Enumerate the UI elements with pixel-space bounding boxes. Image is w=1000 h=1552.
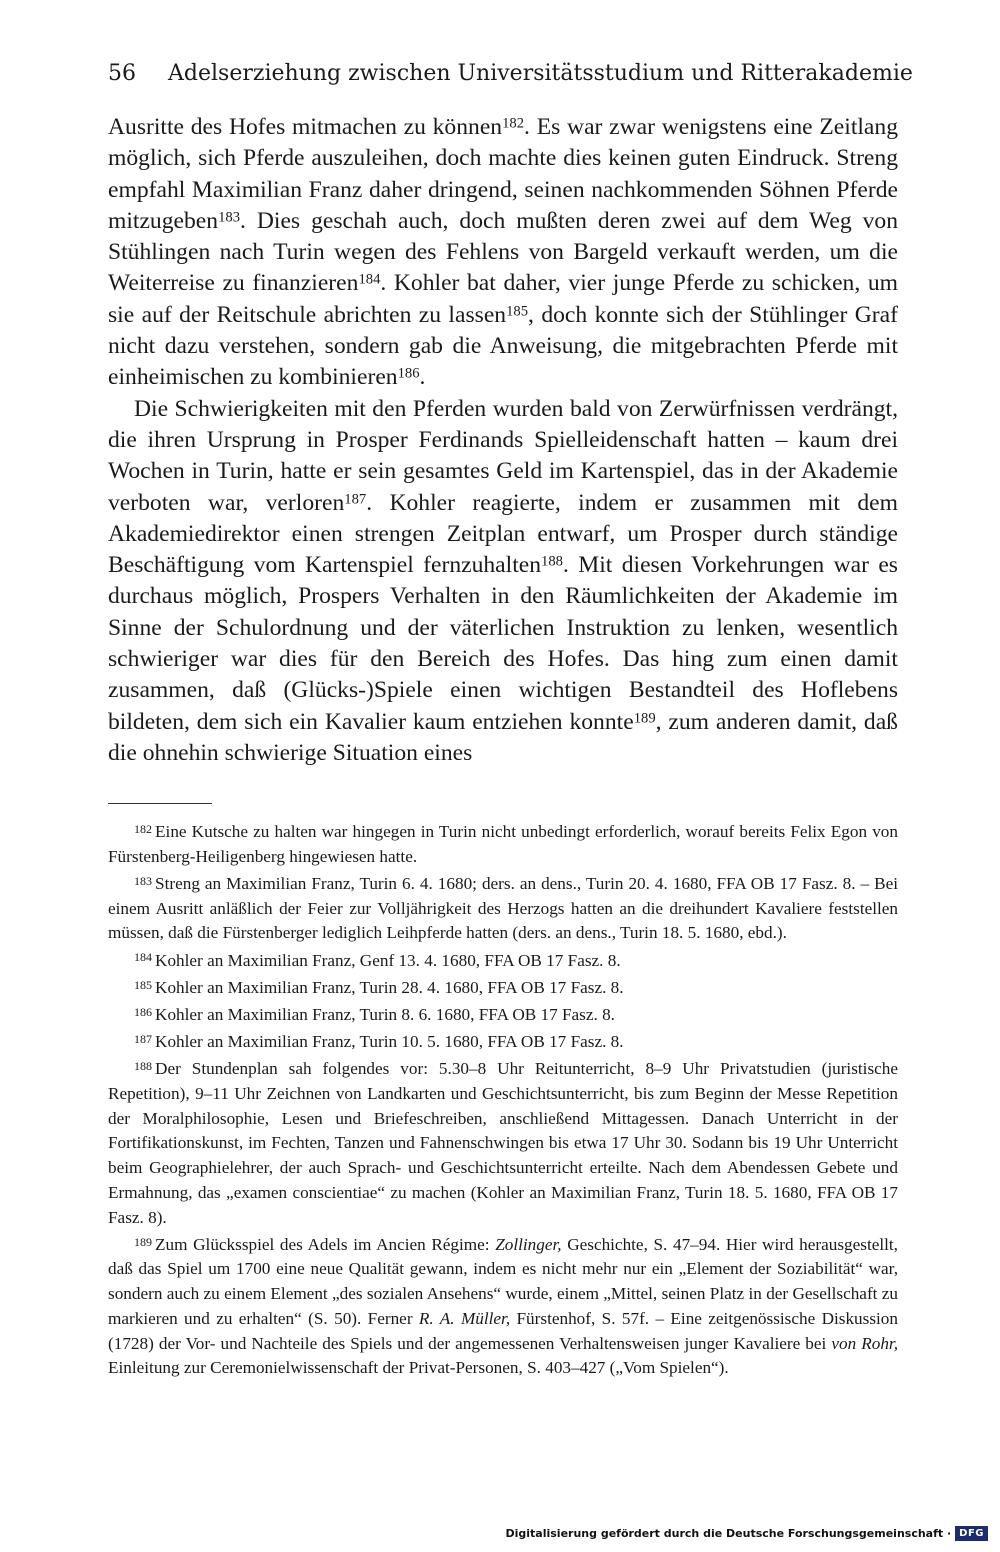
footnote	[108, 1003, 898, 1028]
footnote-number: 185	[134, 977, 153, 992]
footnote-text: Kohler an Maximilian Franz, Turin 8. 6. 1680, FFA OB 17 Fasz. 8.	[155, 1004, 615, 1024]
footnote-number: 186	[134, 1004, 153, 1019]
footnote	[108, 1057, 898, 1230]
text-run: , zum anderen damit, daß die ohnehin schwierige Situation eines	[108, 708, 898, 766]
footnote	[108, 949, 898, 974]
footnote-ref: 185	[506, 303, 529, 320]
footnote-number: 188	[134, 1059, 153, 1074]
footnote	[108, 820, 898, 869]
footnote-text: Streng an Maximilian Franz, Turin 6. 4. 1680; ders. an dens., Turin 20. 4. 1680, FFA OB 17 Fasz. 8. – Bei einem Ausritt anläßlich der Feier zur Volljährigkeit des Herzogs hatten an die dreihundert Kavaliere feststellen müssen, daß die Fürstenberger lediglich Leihpferde hatten (ders. an dens., Turin 18. 5. 1680, ebd.).	[108, 873, 898, 943]
footnote	[108, 1030, 898, 1055]
footnote	[108, 976, 898, 1001]
footnote-ref: 186	[397, 365, 420, 382]
footnote-ref: 182	[502, 115, 525, 132]
text-run: Ausritte des Hofes mitmachen zu können	[108, 114, 503, 140]
footnote-ref: 188	[541, 553, 563, 570]
text-run: .	[419, 364, 426, 391]
author-name: R. A. Müller,	[418, 1308, 511, 1328]
footnote-ref: 183	[218, 209, 241, 226]
text-run: Zum Glücksspiel des Adels im Ancien Régime:	[155, 1234, 496, 1254]
digitization-footer	[505, 1522, 988, 1544]
running-title: Adelserziehung zwischen Universitätsstudium und Ritterakademie	[168, 61, 913, 86]
footnote-number: 182	[134, 821, 153, 836]
footnote-number: 189	[134, 1234, 153, 1249]
footnote-text: Kohler an Maximilian Franz, Genf 13. 4. 1680, FFA OB 17 Fasz. 8.	[155, 950, 621, 970]
footnote-number: 184	[134, 950, 153, 965]
footnote-divider	[108, 803, 212, 804]
text-run: . Dies geschah auch, doch mußten deren zwei auf dem Weg von Stühlingen nach Turin wegen des Fehlens von Bargeld verkauft werden, um die Weiterreise zu finanzieren	[108, 207, 898, 297]
text-run: . Es war zwar wenigstens eine Zeitlang möglich, sich Pferde auszuleihen, doch machte dies keinen guten Eindruck. Streng empfahl Maximilian Franz daher dringend, seinen nachkommenden Söhnen Pferde mitzugeben	[108, 114, 898, 234]
footnote-text: Kohler an Maximilian Franz, Turin 28. 4. 1680, FFA OB 17 Fasz. 8.	[155, 977, 624, 997]
text-run: Geschichte, S. 47–94. Hier wird herausgestellt, daß das Spiel um 1700 eine neue Qualität gewann, indem es nicht mehr nur ein „Element der Soziabilität“ war, sondern auch zu einem Element „des sozialen Ansehens“ wurde, einem „Mittel, seinen Platz in der Gesellschaft zu markieren und zu erhalten“ (S. 50). Ferner	[108, 1234, 898, 1328]
page-number: 56	[108, 61, 136, 86]
text-run: . Kohler bat daher, vier junge Pferde zu schicken, um sie auf der Reitschule abrichten zu lassen	[108, 270, 899, 328]
footnote-ref: 189	[633, 710, 656, 727]
footnote-ref: 187	[344, 490, 367, 507]
paragraph-1	[108, 112, 898, 394]
footnote-text: Eine Kutsche zu halten war hingegen in Turin nicht unbedingt erforderlich, worauf bereits Felix Egon von Fürstenberg-Heiligenberg hingewiesen hatte.	[108, 822, 898, 866]
footnote-number: 187	[134, 1031, 153, 1046]
text-run: Fürstenhof, S. 57f. – Eine zeitgenössische Diskussion (1728) der Vor- und Nachteile des Spiels und der angemessenen Verhaltensweisen junger Kavaliere bei	[108, 1308, 898, 1353]
text-run: Einleitung zur Ceremonielwissenschaft der Privat-Personen, S. 403–427 („Vom Spielen“).	[108, 1358, 729, 1378]
footnote	[108, 1233, 898, 1381]
main-text	[108, 112, 898, 769]
text-run: . Mit diesen Vorkehrungen war es durchaus möglich, Prospers Verhalten in den Räumlichkeiten der Akademie im Sinne der Schulordnung und der väterlichen Instruktion zu lenken, wesentlich schwieriger war dies für den Bereich des Hofes. Das hing zum einen damit zusammen, daß (Glücks-)Spiele einen wichtigen Bestandteil des Hoflebens bildeten, dem sich ein Kavalier kaum entziehen konnte	[108, 552, 898, 735]
paragraph-2	[108, 394, 898, 770]
footnote-text: Kohler an Maximilian Franz, Turin 10. 5. 1680, FFA OB 17 Fasz. 8.	[155, 1032, 624, 1052]
footnote-text: Der Stundenplan sah folgendes vor: 5.30–8 Uhr Reitunterricht, 8–9 Uhr Privatstudien (juristische Repetition), 9–11 Uhr Zeichnen von Landkarten und Geschichtsunterricht, bis zum Beginn der Messe Repetition der Moralphilosophie, Lesen und Briefeschreiben, anschließend Mittagessen. Danach Unterricht in der Fortifikationskunst, im Fechten, Tanzen und Fahnenschwingen bis etwa 17 Uhr 30. Sodann bis 19 Uhr Unterricht beim Geographielehrer, der auch Sprach- und Geschichtsunterricht erteilte. Nach dem Abendessen Gebete und Ermahnung, das „examen conscientiae“ zu machen (Kohler an Maximilian Franz, Turin 18. 5. 1680, FFA OB 17 Fasz. 8).	[108, 1059, 898, 1227]
footnotes	[108, 820, 898, 1383]
running-header	[108, 58, 913, 90]
text-run: . Kohler reagierte, indem er zusammen mit dem Akademiedirektor einen strengen Zeitplan entwarf, um Prosper durch ständige Beschäftigung vom Kartenspiel fernzuhalten	[108, 489, 898, 579]
footnote-ref: 184	[358, 271, 381, 288]
dfg-logo: DFG	[955, 1526, 988, 1541]
footnote	[108, 872, 898, 946]
author-name: von Rohr,	[831, 1333, 898, 1353]
text-run: Die Schwierigkeiten mit den Pferden wurden bald von Zerwürfnissen verdrängt, die ihren Ursprung in Prosper Ferdinands Spielleidenschaft hatten – kaum drei Wochen in Turin, hatte er sein gesamtes Geld im Kartenspiel, das in der Akademie verboten war, verloren	[108, 395, 898, 516]
author-name: Zollinger,	[495, 1234, 562, 1254]
footnote-number: 183	[134, 873, 153, 888]
text-run: , doch konnte sich der Stühlinger Graf nicht dazu verstehen, sondern gab die Anweisung, die mitgebrachten Pferde mit einheimischen zu kombinieren	[108, 301, 898, 391]
footer-text: Digitalisierung gefördert durch die Deutsche Forschungsgemeinschaft ·	[505, 1526, 952, 1540]
